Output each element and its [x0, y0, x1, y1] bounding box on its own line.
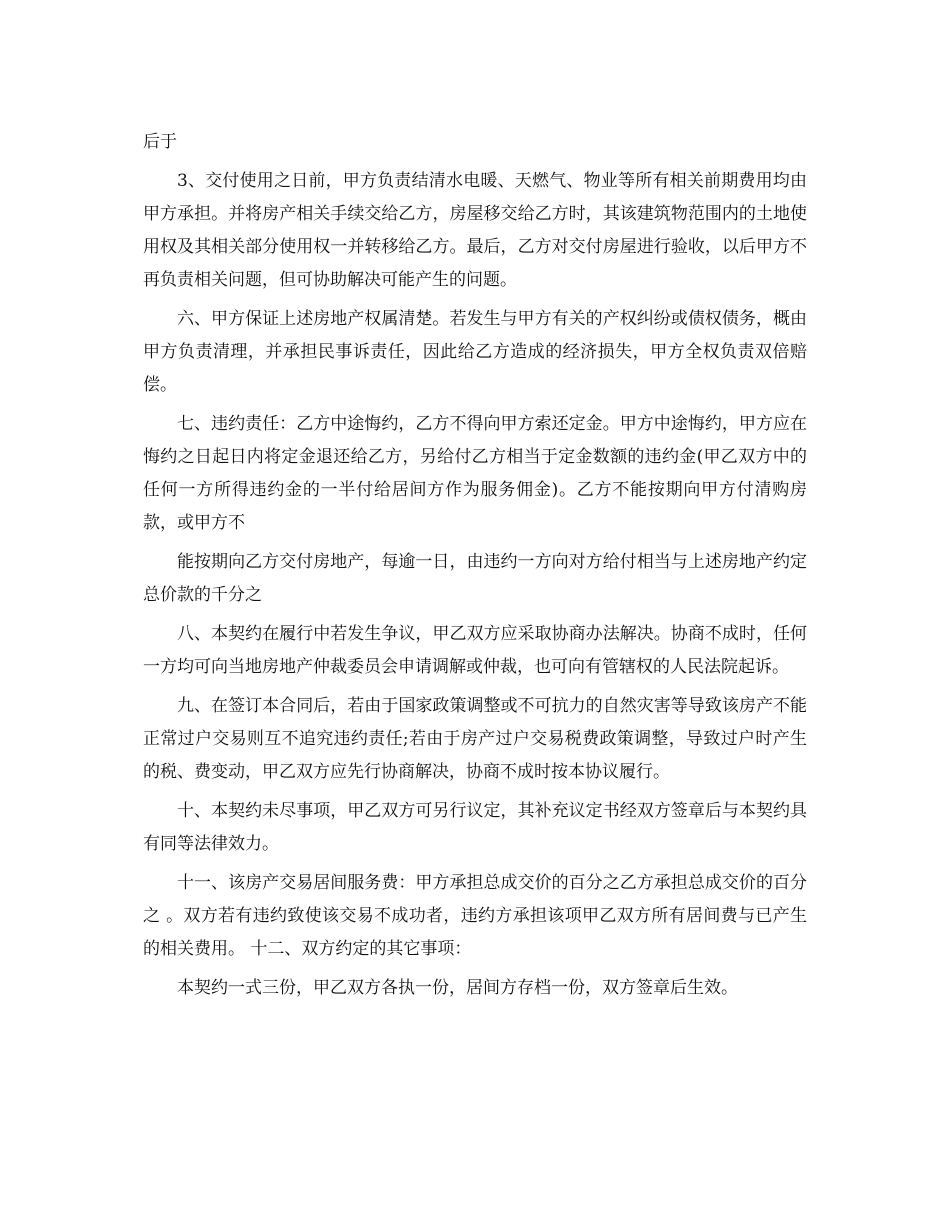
document-body — [143, 126, 807, 1005]
paragraph-clause-7: 七、违约责任：乙方中途悔约，乙方不得向甲方索还定金。甲方中途悔约，甲方应在悔约之日起日内将定金退还给乙方，另给付乙方相当于定金数额的违约金(甲乙双方中的任何一方所得违约金的一半付给居间方作为服务佣金)。乙方不能按期向甲方付清购房款，或甲方不 — [143, 414, 807, 533]
paragraph-clause-11-12: 十一、该房产交易居间服务费：甲方承担总成交价的百分之乙方承担总成交价的百分之 。双方若有违约致使该交易不成功者，违约方承担该项甲乙双方所有居间费与已产生的相关费用。 十二、双方约定的其它事项： — [143, 873, 807, 959]
paragraph-clause-6: 六、甲方保证上述房地产权属清楚。若发生与甲方有关的产权纠纷或债权债务，概由甲方负责清理，并承担民事诉责任，因此给乙方造成的经济损失，甲方全权负责双倍赔偿。 — [143, 309, 807, 395]
paragraph-copies-effect: 本契约一式三份，甲乙双方各执一份，居间方存档一份，双方签章后生效。 — [177, 978, 738, 998]
paragraph-clause-9: 九、在签订本合同后，若由于国家政策调整或不可抗力的自然灾害等导致该房产不能正常过户交易则互不追究违约责任;若由于房产过户交易税费政策调整，导致过户时产生的税、费变动，甲乙双方应先行协商解决，协商不成时按本协议履行。 — [143, 696, 807, 782]
paragraph-clause-8: 八、本契约在履行中若发生争议，甲乙双方应采取协商办法解决。协商不成时，任何一方均可向当地房地产仲裁委员会申请调解或仲裁，也可向有管辖权的人民法院起诉。 — [143, 624, 807, 677]
paragraph-fragment-intro: 后于 — [143, 132, 177, 152]
paragraph-clause-7-continued: 能按期向乙方交付房地产，每逾一日，由违约一方向对方给付相当与上述房地产约定总价款的千分之 — [143, 552, 807, 605]
paragraph-clause-10: 十、本契约未尽事项，甲乙双方可另行议定，其补充议定书经双方签章后与本契约具有同等法律效力。 — [143, 801, 807, 854]
paragraph-clause-3: 3、交付使用之日前，甲方负责结清水电暖、天燃气、物业等所有相关前期费用均由甲方承担。并将房产相关手续交给乙方，房屋移交给乙方时，其该建筑物范围内的土地使用权及其相关部分使用权一并转移给乙方。最后，乙方对交付房屋进行验收，以后甲方不再负责相关问题，但可协助解决可能产生的问题。 — [143, 171, 807, 290]
